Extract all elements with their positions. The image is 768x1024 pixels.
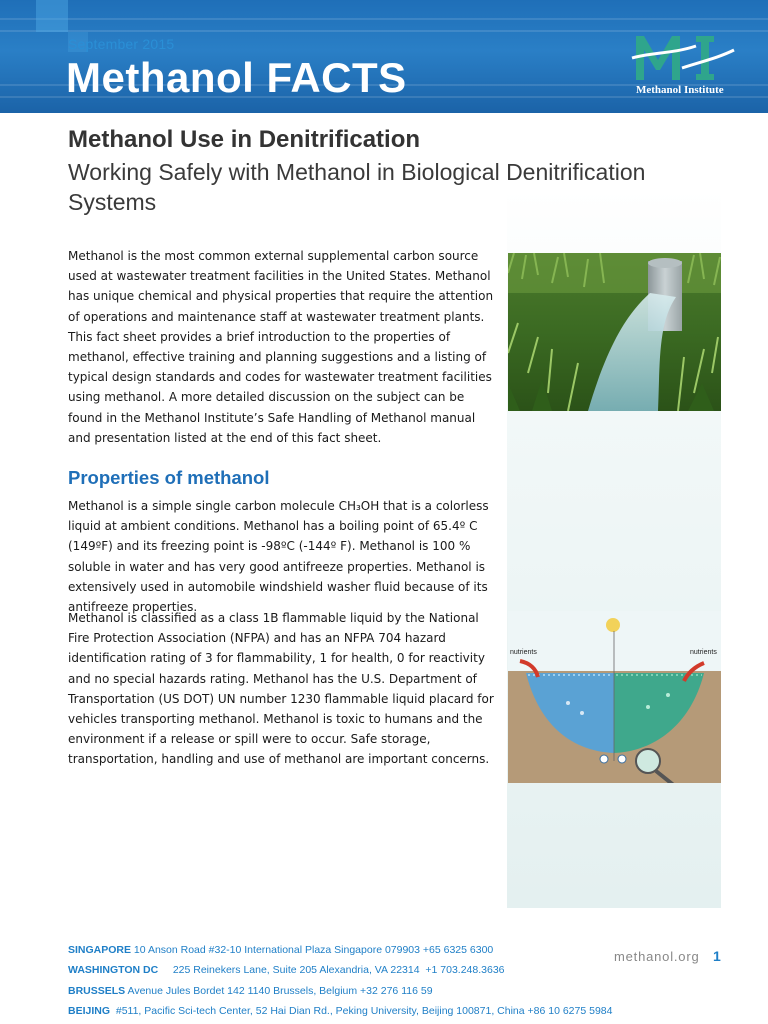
intro-paragraph: Methanol is the most common external supplemental carbon source used at wastewater treatment facilities in the United States. Methanol has unique chemical and physical properties that require the attention of operations and maintenance staff at wastewater treatment plants. This fact sheet provides a brief introduction to the properties of methanol, effective training and planning suggestions and a listing of typical design standards and codes for wastewater treatment facilities using methanol. A more detailed discussion on the subject can be found in the Methanol Institute’s Safe Handling of Methanol manual and presentation listed at the end of this fact sheet. <box>68 249 494 445</box>
diagram-label-right: nutrients <box>690 649 717 656</box>
banner-title: Methanol FACTS <box>66 54 407 101</box>
section-heading-properties: Properties of methanol <box>68 467 270 488</box>
website-link[interactable]: methanol.org <box>614 949 700 964</box>
office-line-brussels <box>68 981 628 1001</box>
issue-date: September 2015 <box>68 36 175 52</box>
office-line-beijing <box>68 1001 628 1021</box>
office-city: SINGAPORE <box>68 944 132 956</box>
office-city: BEIJING <box>68 1004 111 1017</box>
properties-paragraph-2: Methanol is classified as a class 1B flammable liquid by the National Fire Protection Association (NFPA) and has an NFPA 704 hazard identification rating of 3 for flammability, 1 for health, 0 for reactivity and no special hazards rating. Methanol has the U.S. Department of Transportation (US DOT) UN number 1230 flammable liquid placard for vehicles transporting methanol. Methanol is toxic to humans and the environment if a release or spill were to occur. Safe storage, transportation, handling and use of methanol are important concerns. <box>68 611 494 767</box>
office-address: Avenue Jules Bordet 142 1140 Brussels, Belgium +32 276 116 59 <box>125 984 433 997</box>
document-subtitle: Working Safely with Methanol in Biological Denitrification Systems <box>68 159 646 215</box>
office-city: WASHINGTON DC <box>68 964 159 977</box>
header-banner <box>0 0 768 113</box>
office-address: 10 Anson Road #32-10 International Plaza Singapore 079903 +65 6325 6300 <box>131 944 494 956</box>
methanol-institute-logo <box>622 28 750 100</box>
logo-text: Methanol Institute <box>636 84 724 96</box>
page-number: 1 <box>713 948 721 964</box>
pipe-discharge-photo <box>508 253 721 411</box>
properties-paragraph-1: Methanol is a simple single carbon molecule CH₃OH that is a colorless liquid at ambient conditions. Methanol has a boiling point of 65.4º C (149ºF) and its freezing point is -98ºC (-144º F). Methanol is 100 % soluble in water and has very good antifreeze properties. Methanol is extensively used in automobile windshield washer fluid because of its antifreeze properties. <box>68 499 489 615</box>
office-line-singapore <box>68 940 628 960</box>
denitrification-diagram <box>508 611 721 783</box>
document-title: Methanol Use in Denitrification <box>68 126 421 153</box>
sun-icon <box>606 618 620 632</box>
diagram-label-left: nutrients <box>510 649 537 656</box>
footer-addresses <box>68 940 628 1021</box>
office-line-washington <box>68 960 628 980</box>
logo-mark-icon <box>622 28 750 88</box>
office-city: BRUSSELS <box>68 984 126 997</box>
office-address: 225 Reinekers Lane, Suite 205 Alexandria, VA 22314 +1 703.248.3636 <box>158 964 505 977</box>
office-address: #511, Pacific Sci-tech Center, 52 Hai Dian Rd., Peking University, Beijing 100871, China +86 10 6275 5984 <box>110 1004 613 1017</box>
